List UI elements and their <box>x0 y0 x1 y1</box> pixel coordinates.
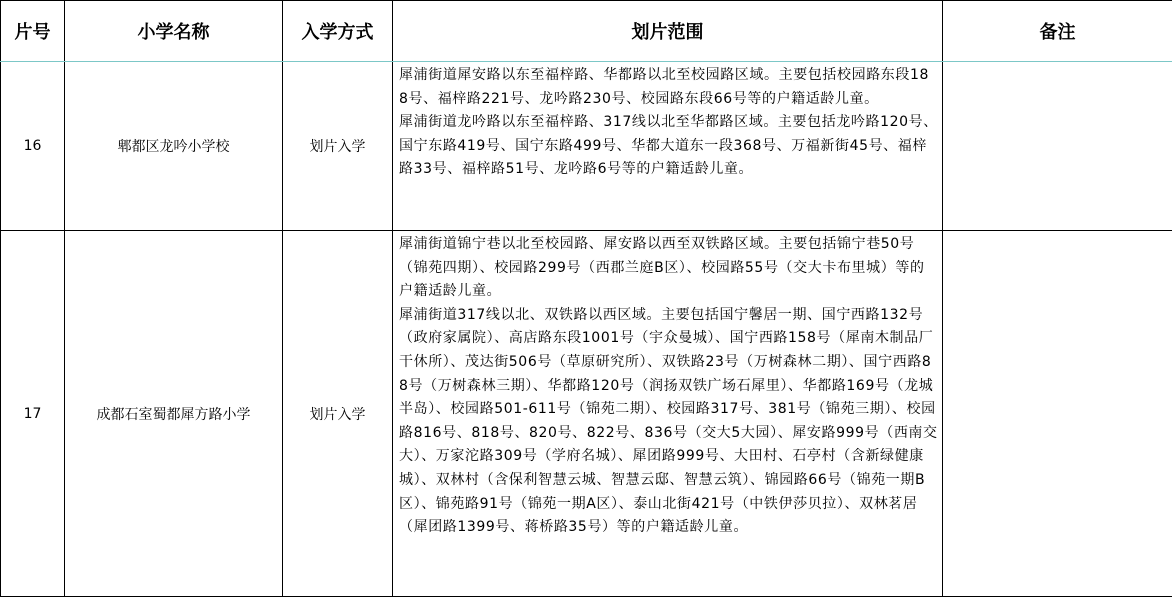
range-paragraph: 犀浦街道锦宁巷以北至校园路、犀安路以西至双铁路区域。主要包括锦宁巷50号（锦苑四期）、校园路299号（西郡兰庭B区）、校园路55号（交大卡布里城）等的户籍适龄儿童。 <box>399 233 938 304</box>
header-id: 片号 <box>1 1 65 62</box>
table-row <box>1 62 1172 231</box>
row-note <box>943 62 1172 231</box>
range-paragraph: 犀浦街道犀安路以东至福梓路、华都路以北至校园路区域。主要包括校园路东段188号、福梓路221号、龙吟路230号、校园路东段66号等的户籍适龄儿童。 <box>399 64 938 111</box>
row-school-name: 成都石室蜀都犀方路小学 <box>65 231 283 597</box>
header-note: 备注 <box>943 1 1172 62</box>
row-school-name: 郫都区龙吟小学校 <box>65 62 283 231</box>
range-paragraph: 犀浦街道龙吟路以东至福梓路、317线以北至华都路区域。主要包括龙吟路120号、国宁东路419号、国宁东路499号、华都大道东一段368号、万福新街45号、福梓路33号、福梓路51号、龙吟路6号等的户籍适龄儿童。 <box>399 111 938 182</box>
row-id: 16 <box>1 62 65 231</box>
row-district-range <box>393 231 943 597</box>
header-district-range: 划片范围 <box>393 1 943 62</box>
row-note <box>943 231 1172 597</box>
row-admission-method: 划片入学 <box>283 231 393 597</box>
table-header-row <box>1 1 1172 62</box>
row-admission-method: 划片入学 <box>283 62 393 231</box>
range-paragraph: 犀浦街道317线以北、双铁路以西区域。主要包括国宁馨居一期、国宁西路132号（政府家属院）、高店路东段1001号（宇众曼城）、国宁西路158号（犀南木制品厂干休所）、茂达街506号（草原研究所）、双铁路23号（万树森林二期）、国宁西路88号（万树森林三期）、华都路120号（润扬双铁广场石犀里）、华都路169号（龙城半岛）、校园路501-611号（锦苑二期）、校园路317号、381号（锦苑三期）、校园路816号、818号、820号、822号、836号（交大5大园）、犀安路999号（西南交大）、万家沱路309号（学府名城）、犀团路999号、大田村、石亭村（含新绿健康城）、双林村（含保利智慧云城、智慧云邸、智慧云筑）、锦园路66号（锦苑一期B区）、锦苑路91号（锦苑一期A区）、泰山北街421号（中铁伊莎贝拉）、双林茗居（犀团路1399号、蒋桥路35号）等的户籍适龄儿童。 <box>399 304 938 540</box>
header-admission-method: 入学方式 <box>283 1 393 62</box>
row-district-range <box>393 62 943 231</box>
table-row <box>1 231 1172 597</box>
header-school-name: 小学名称 <box>65 1 283 62</box>
row-id: 17 <box>1 231 65 597</box>
